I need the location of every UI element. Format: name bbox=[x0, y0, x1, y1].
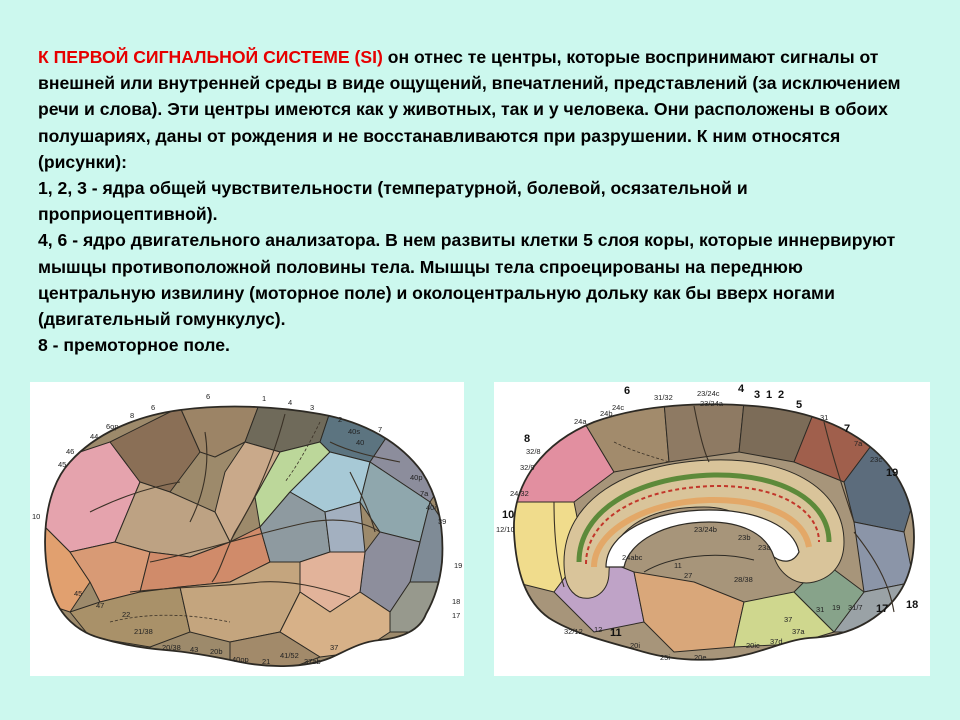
label-4: 4 bbox=[288, 398, 293, 407]
label-45b: 45 bbox=[74, 589, 83, 598]
label-37: 37 bbox=[330, 643, 339, 652]
paragraph-sensory-nuclei: 1, 2, 3 - ядра общей чувствительности (температурной, болевой, осязательной и проприоцептивной). bbox=[38, 178, 748, 225]
label-40i: 40i bbox=[426, 503, 437, 512]
term-first-signal-system: К ПЕРВОЙ СИГНАЛЬНОЙ СИСТЕМЕ (SI) bbox=[38, 47, 383, 67]
label-20b: 20b bbox=[210, 647, 223, 656]
label-5: 5 bbox=[796, 399, 803, 411]
brain-lateral-figure bbox=[30, 382, 464, 676]
label-24a: 24a bbox=[574, 417, 587, 426]
label-20ic: 20ic bbox=[746, 641, 760, 650]
label-18: 18 bbox=[452, 597, 461, 606]
label-7a: 7a bbox=[420, 489, 429, 498]
label-31b: 31 bbox=[816, 605, 825, 614]
label-19: 19 bbox=[454, 561, 463, 570]
label-20i: 20i bbox=[630, 641, 641, 650]
label-46: 46 bbox=[66, 447, 75, 456]
label-45: 45 bbox=[58, 460, 67, 469]
label-25i: 25i bbox=[660, 653, 671, 662]
label-19: 19 bbox=[886, 467, 899, 479]
label-24b: 24b bbox=[600, 409, 613, 418]
label-32-8: 32/8 bbox=[526, 447, 541, 456]
label-7: 7 bbox=[378, 425, 383, 434]
lateral-regions bbox=[30, 382, 464, 676]
label-24-32: 24/32 bbox=[510, 489, 529, 498]
label-12-10: 12/10 bbox=[496, 525, 515, 534]
label-43: 43 bbox=[190, 645, 199, 654]
label-3: 3 bbox=[754, 389, 761, 401]
label-44: 44 bbox=[90, 432, 99, 441]
paragraph-premotor: 8 - премоторное поле. bbox=[38, 335, 230, 356]
label-3: 3 bbox=[310, 403, 315, 412]
label-23c: 23c bbox=[870, 455, 883, 464]
label-37a: 37a bbox=[792, 627, 805, 636]
label-40p: 40p bbox=[410, 473, 423, 482]
label-31-7: 31/7 bbox=[848, 603, 863, 612]
label-37ab: 37ab bbox=[304, 657, 321, 666]
label-11: 11 bbox=[674, 561, 682, 570]
label-6: 6 bbox=[206, 392, 211, 401]
label-40op: 40op bbox=[232, 655, 249, 664]
label-8: 8 bbox=[130, 411, 135, 420]
label-23-24a: 23/24a bbox=[700, 399, 723, 408]
label-4: 4 bbox=[738, 383, 745, 395]
label-39: 39 bbox=[438, 517, 447, 526]
label-8: 8 bbox=[524, 433, 531, 445]
label-1: 1 bbox=[262, 394, 267, 403]
intro-text: он отнес те центры, которые воспринимают сигналы от внешней или внутренней среды в виде ощущений, впечатлений, представлений (за исключением речи и слова). Эти центры имеются как у животных, так и у человека. Они расположены в обоих полушариях, даны от рождения и не восстанавливаются при разрушении. К ним относятся (рисунки): bbox=[38, 47, 901, 172]
label-6op: 6op bbox=[106, 422, 119, 431]
paragraph-motor-nucleus: 4, 6 - ядро двигательного анализатора. В нем развиты клетки 5 слоя коры, которые иннервируют мышцы противоположной половины тела. Мышцы тела спроецированы на переднюю центральную извилину (моторное поле) и околоцентральную дольку как бы вверх ногами (двигательный гомункулус). bbox=[38, 230, 896, 330]
label-10: 10 bbox=[32, 512, 41, 521]
label-11b: 11 bbox=[610, 627, 622, 639]
label-32-9: 32/9 bbox=[520, 463, 535, 472]
label-23-24c: 23/24c bbox=[697, 389, 720, 398]
field-4-medial bbox=[664, 402, 744, 462]
label-40: 40 bbox=[356, 438, 365, 447]
paragraph-intro bbox=[38, 44, 918, 175]
label-1: 1 bbox=[766, 389, 773, 401]
label-17: 17 bbox=[452, 611, 461, 620]
label-21: 21 bbox=[262, 657, 271, 666]
label-40s: 40s bbox=[348, 427, 361, 436]
label-23-24b: 23/24b bbox=[694, 525, 717, 534]
brain-lateral-drawing bbox=[30, 382, 464, 676]
label-32-12: 32/12 bbox=[564, 627, 583, 636]
label-7: 7 bbox=[844, 423, 851, 435]
label-19b: 19 bbox=[832, 603, 841, 612]
label-27: 27 bbox=[684, 571, 693, 580]
label-23b: 23b bbox=[738, 533, 751, 542]
label-41-52: 41/52 bbox=[280, 651, 299, 660]
label-37: 37 bbox=[784, 615, 793, 624]
label-6b: 6 bbox=[151, 403, 156, 412]
label-17: 17 bbox=[876, 603, 889, 615]
label-24c: 24c bbox=[612, 403, 625, 412]
label-20e: 20e bbox=[694, 653, 707, 662]
label-23a: 23a bbox=[758, 543, 771, 552]
label-47: 47 bbox=[96, 601, 105, 610]
label-22: 22 bbox=[122, 610, 131, 619]
label-24abc: 24abc bbox=[622, 553, 643, 562]
label-31: 31 bbox=[820, 413, 829, 422]
brain-medial-drawing bbox=[494, 382, 930, 676]
label-6: 6 bbox=[624, 385, 631, 397]
label-7a: 7a bbox=[854, 439, 863, 448]
label-2: 2 bbox=[338, 415, 343, 424]
label-2: 2 bbox=[778, 389, 785, 401]
label-37d: 37d bbox=[770, 637, 783, 646]
label-18: 18 bbox=[906, 599, 919, 611]
lecture-text bbox=[38, 44, 918, 358]
label-28-38: 28/38 bbox=[734, 575, 753, 584]
label-12: 12 bbox=[594, 625, 603, 634]
label-10: 10 bbox=[502, 509, 515, 521]
label-21-38: 21/38 bbox=[134, 627, 153, 636]
label-20-38: 20/38 bbox=[162, 643, 181, 652]
brain-medial-figure bbox=[494, 382, 930, 676]
label-31-32: 31/32 bbox=[654, 393, 673, 402]
